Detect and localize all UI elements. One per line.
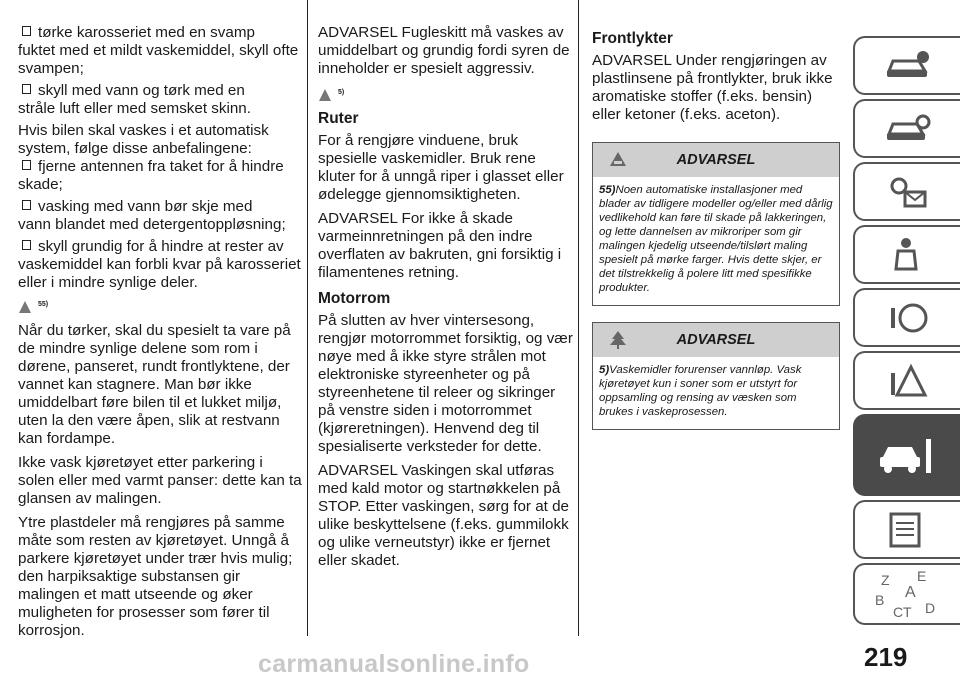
paragraph: Ikke vask kjøretøyet etter parkering i solen eller med varmt panser: dette kan ta glansen av malingen. xyxy=(18,454,302,507)
paragraph: På slutten av hver vintersesong, rengjør motorrommet forsiktig, og vær nøye med å ikke styre strålen mot elektroniske styreenheter og på styreenhetene til releer og sikringer på venstre siden i motorrommet (kjøreretningen). Henvend deg til spesialiserte verksteder for dette. xyxy=(318,312,573,455)
warning-box xyxy=(592,142,840,306)
safety-icon xyxy=(888,235,928,275)
list-item: tørke karosseriet med en svamp xyxy=(18,24,302,42)
list-item: fjerne antennen fra taket for å hindre xyxy=(18,158,302,176)
column-3 xyxy=(592,30,842,430)
index-letter: D xyxy=(924,600,935,616)
list-item-continued: stråle luft eller med semsket skinn. xyxy=(18,100,251,117)
column-divider xyxy=(578,0,579,636)
list-item-continued: vaskemiddel kan forbli kvar på karosseriet eller i mindre synlige deler. xyxy=(18,256,301,291)
index-letter: B xyxy=(874,592,884,608)
tab-emergency[interactable] xyxy=(853,351,960,410)
checkbox-bullet-icon xyxy=(22,240,31,250)
column-2 xyxy=(318,24,574,576)
index-letter: T xyxy=(902,604,912,620)
car-info-icon xyxy=(883,49,933,83)
warning-box xyxy=(592,322,840,430)
environment-warning-icon xyxy=(609,331,627,349)
tab-car-info[interactable] xyxy=(853,36,960,95)
tab-technical-data[interactable] xyxy=(853,500,960,559)
tab-starting-driving[interactable] xyxy=(853,288,960,347)
paragraph: Ytre plastdeler må rengjøres på samme måte som resten av kjøretøyet. Unngå å parkere kjøretøyet under trær hvis mulig; den harpiksaktige substansen gir malingen et matt utseende og øker muligheten for prosesser som fører til korrosjon. xyxy=(18,514,293,639)
paragraph: ADVARSEL For ikke å skade varmeinnretningen på den indre overflaten av bakruten, gni forsiktig i filamentenes retning. xyxy=(318,210,562,281)
car-settings-icon xyxy=(883,112,933,146)
warning-reference[interactable]: 5) xyxy=(318,84,574,102)
paragraph: ADVARSEL Under rengjøringen av plastlinsene på frontlykter, bruk ikke aromatiske stoffer (f.eks. bensin) eller ketoner (f.eks. aceton). xyxy=(592,52,833,123)
paragraph: Hvis bilen skal vaskes i et automatisk system, følge disse anbefalingene: xyxy=(18,122,269,157)
column-1 xyxy=(18,24,302,646)
emergency-icon xyxy=(883,361,933,401)
list-item-continued: fuktet med et mildt vaskemiddel, skyll ofte svampen; xyxy=(18,42,299,77)
tab-car-settings[interactable] xyxy=(853,99,960,158)
warning-reference[interactable]: 55) xyxy=(18,296,302,314)
checkbox-bullet-icon xyxy=(22,84,31,94)
starting-driving-icon xyxy=(883,298,933,338)
dashboard-lights-icon xyxy=(883,172,933,212)
warning-text: 5)Vaskemidler forurenser vannløp. Vask kjøretøyet kun i soner som er utstyrt for oppsamling og rensing av væsken som brukes i vaskeprosessen. xyxy=(599,364,802,418)
index-letter: E xyxy=(916,568,926,584)
checkbox-bullet-icon xyxy=(22,200,31,210)
column-divider xyxy=(307,0,308,636)
heading-ruter: Ruter xyxy=(318,110,359,127)
list-item-continued: skade; xyxy=(18,176,63,193)
tab-safety[interactable] xyxy=(853,225,960,284)
list-item: vasking med vann bør skje med xyxy=(18,198,302,216)
paragraph: ADVARSEL Vaskingen skal utføras med kald motor og startnøkkelen på STOP. Etter vaskingen, sørg for at de ulike beskyttelsene (f.eks. gummilokk og ulike verneutstyr) ikke er fjernet eller skadet. xyxy=(318,462,569,569)
environment-warning-icon xyxy=(318,88,332,102)
list-item-continued: vann blandet med detergentoppløsning; xyxy=(18,216,286,233)
paragraph: ADVARSEL Fugleskitt må vaskes av umiddelbart og grundig fordi syren de inneholder er spesielt aggressiv. xyxy=(318,24,570,77)
list-item: skyll med vann og tørk med en xyxy=(18,82,302,100)
page-number: 219 xyxy=(864,642,908,672)
checkbox-bullet-icon xyxy=(22,160,31,170)
maintenance-icon xyxy=(878,433,938,477)
car-warning-icon xyxy=(18,300,32,314)
paragraph: For å rengjøre vinduene, bruk spesielle vaskemidler. Bruk rene kluter for å unngå riper i glasset eller ødelegge gjennomsiktigheten. xyxy=(318,132,564,203)
checkbox-bullet-icon xyxy=(22,26,31,36)
watermark: carmanualsonline.info xyxy=(258,650,530,678)
technical-data-icon xyxy=(883,510,933,550)
index-icon xyxy=(873,567,943,621)
index-letter: Z xyxy=(880,572,890,588)
tab-dashboard-lights[interactable] xyxy=(853,162,960,221)
list-item: skyll grundig for å hindre at rester av xyxy=(18,238,302,256)
index-letter: A xyxy=(904,584,916,601)
warning-header: ADVARSEL xyxy=(593,143,839,177)
tab-maintenance[interactable] xyxy=(853,414,960,496)
warning-text: 55)Noen automatiske installasjoner med blader av tidligere modeller og/eller med dårlig vedlikehold kan føre til skade på lakkeringen, og lette dannelsen av mikroriper som gir malingen kjedelig utseende/tilslørt maling spesielt på mørke farger. Hvis dette skjer, er det tilstrekkelig å polere litt med spesifikke produkter. xyxy=(599,184,833,294)
warning-header: ADVARSEL xyxy=(593,323,839,357)
index-letter: C xyxy=(892,604,903,620)
tab-index[interactable] xyxy=(853,563,960,625)
paragraph: Når du tørker, skal du spesielt ta vare på de mindre synlige delene som rom i dørene, panseret, rundt frontlyktene, der vannet kan stagnere. Man bør ikke umiddelbart føre bilen til et lukket miljø, uten la den være åpen, slik at restvann kan fordampe. xyxy=(18,322,291,447)
car-warning-icon xyxy=(609,151,627,167)
chapter-tabs xyxy=(853,0,960,678)
heading-frontlykter: Frontlykter xyxy=(592,30,673,47)
heading-motorrom: Motorrom xyxy=(318,290,391,307)
